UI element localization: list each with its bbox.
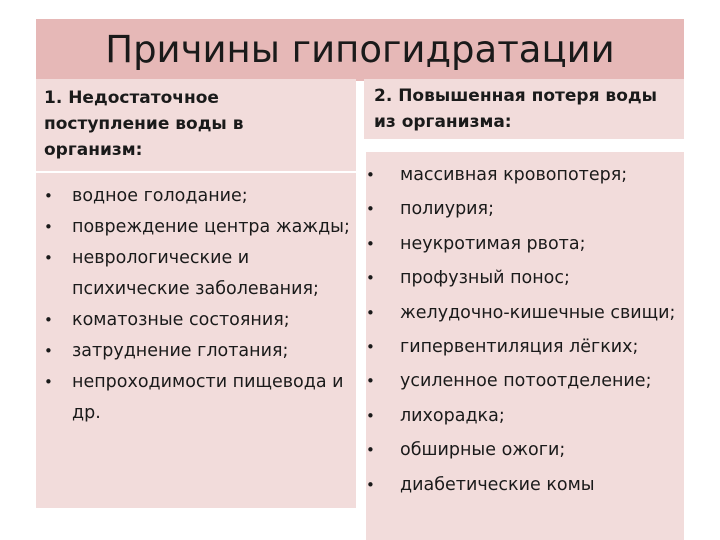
left-column-heading: 1. Недостаточное поступление воды в организм: — [44, 88, 244, 160]
list-item — [366, 158, 684, 192]
bullet-icon: • — [366, 338, 375, 357]
list-item — [366, 261, 684, 295]
right-column-heading: 2. Повышенная потеря воды из организма: — [374, 86, 657, 132]
list-item-text: затруднение глотания; — [72, 341, 289, 361]
list-item-text: обширные ожоги; — [400, 440, 566, 461]
list-item — [366, 192, 684, 226]
bullet-icon: • — [44, 249, 53, 267]
bullet-icon: • — [44, 187, 53, 205]
left-column-body — [36, 173, 356, 508]
bullet-icon: • — [44, 373, 53, 391]
list-item — [366, 399, 684, 433]
list-item-text: непроходимости пищевода и др. — [72, 372, 344, 423]
page-title: Причины гипогидратации — [105, 28, 615, 71]
list-item-text: массивная кровопотеря; — [400, 165, 628, 185]
title-bar — [36, 19, 684, 81]
bullet-icon: • — [44, 311, 53, 329]
list-item — [366, 227, 684, 261]
bullet-icon: • — [366, 234, 375, 253]
bullet-icon: • — [366, 166, 375, 184]
list-item-text: усиленное потоотделение; — [400, 371, 652, 392]
list-item — [366, 330, 684, 364]
list-item-text: диабетические комы — [400, 474, 595, 495]
list-item — [44, 336, 354, 367]
list-item — [366, 364, 684, 398]
bullet-icon: • — [366, 475, 375, 494]
left-column-header — [36, 79, 356, 171]
bullet-icon: • — [366, 372, 375, 391]
list-item — [44, 243, 354, 305]
bullet-icon: • — [366, 406, 375, 425]
list-item-text: лихорадка; — [400, 405, 505, 426]
bullet-icon: • — [44, 218, 53, 236]
bullet-icon: • — [44, 342, 53, 360]
list-item-text: полиурия; — [400, 199, 494, 220]
right-column-body — [366, 152, 684, 540]
list-item-text: неукротимая рвота; — [400, 233, 586, 254]
bullet-icon: • — [366, 200, 375, 219]
bullet-icon: • — [366, 303, 375, 322]
list-item-text: желудочно-кишечные свищи; — [400, 302, 676, 323]
list-item-text: профузный понос; — [400, 268, 570, 289]
list-item — [366, 296, 684, 330]
list-item-text: неврологические и психические заболевания; — [72, 248, 319, 299]
list-item — [366, 433, 684, 467]
list-item — [44, 305, 354, 336]
right-column-header — [364, 79, 684, 139]
list-item-text: водное голодание; — [72, 186, 248, 206]
bullet-icon: • — [366, 441, 375, 460]
right-cause-list — [366, 158, 684, 502]
list-item-text: повреждение центра жажды; — [72, 217, 350, 237]
list-item-text: коматозные состояния; — [72, 310, 290, 330]
list-item — [44, 212, 354, 243]
list-item — [44, 181, 354, 212]
list-item — [44, 367, 354, 429]
bullet-icon: • — [366, 269, 375, 288]
list-item-text: гипервентиляция лёгких; — [400, 337, 639, 358]
list-item — [366, 468, 684, 502]
left-cause-list — [44, 181, 354, 429]
